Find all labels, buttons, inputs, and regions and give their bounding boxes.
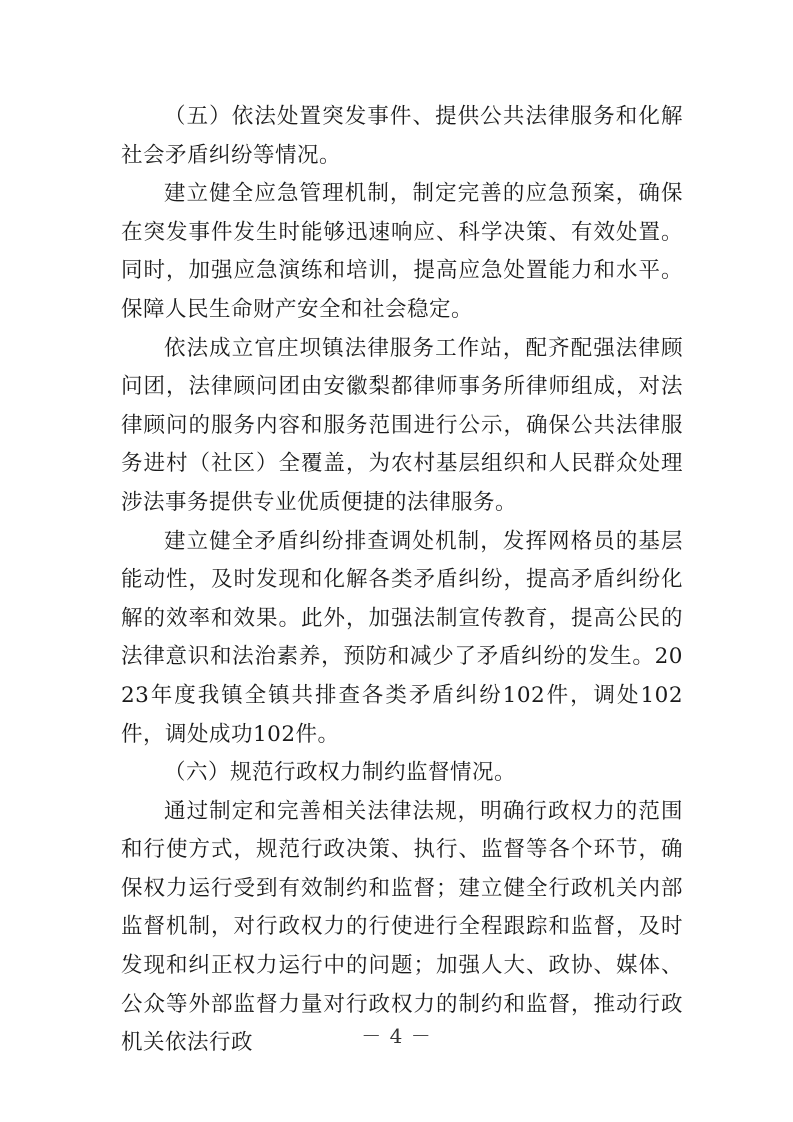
- paragraph-power-supervision: 通过制定和完善相关法律法规，明确行政权力的范围和行使方式，规范行政决策、执行、监督等各个环节，确保权力运行受到有效制约和监督；建立健全行政机关内部监督机制，对行政权力的行使进行全程跟踪和监督，及时发现和纠正权力运行中的问题；加强人大、政协、媒体、公众等外部监督力量对行政权力的制约和监督，推动行政机关依法行政: [121, 798, 683, 1056]
- paragraph-legal-services: 依法成立官庄坝镇法律服务工作站，配齐配强法律顾问团，法律顾问团由安徽梨都律师事务所律师组成，对法律顾问的服务内容和服务范围进行公示，确保公共法律服务进村（社区）全覆盖，为农村基层组织和人民群众处理涉法事务提供专业优质便捷的法律服务。: [121, 335, 683, 515]
- paragraph-dispute-resolution: 建立健全矛盾纠纷排查调处机制，发挥网格员的基层能动性，及时发现和化解各类矛盾纠纷，提高矛盾纠纷化解的效率和效果。此外，加强法制宣传教育，提高公民的法律意识和法治素养，预防和减少了矛盾纠纷的发生。2023年度我镇全镇共排查各类矛盾纠纷102件，调处102件，调处成功102件。: [121, 528, 683, 747]
- paragraph-emergency-management: 建立健全应急管理机制，制定完善的应急预案，确保在突发事件发生时能够迅速响应、科学决策、有效处置。同时，加强应急演练和培训，提高应急处置能力和水平。保障人民生命财产安全和社会稳定。: [121, 181, 683, 322]
- section-heading-six: （六）规范行政权力制约监督情况。: [164, 760, 517, 786]
- section-heading-five: （五）依法处置突发事件、提供公共法律服务和化解社会矛盾纠纷等情况。: [121, 104, 683, 168]
- page-number: － 4 －: [361, 1024, 432, 1048]
- page-body: [121, 98, 683, 1063]
